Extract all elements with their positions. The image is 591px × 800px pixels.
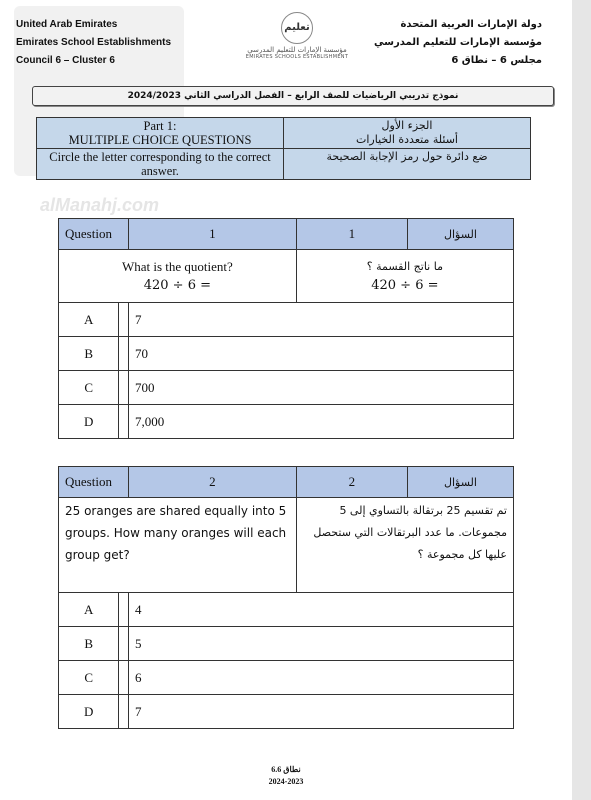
q1-label-en: Question: [59, 219, 129, 250]
q2-label-ar: السؤال: [407, 467, 513, 498]
q1-text-en: What is the quotient?: [121, 259, 233, 274]
watermark-text: alManahj.com: [40, 195, 160, 215]
footer-year: 2024-2023: [268, 777, 304, 786]
q1-prompt-ar: [296, 250, 513, 303]
ese-logo: [222, 12, 372, 60]
part-title-en: [37, 118, 284, 149]
q2-option-c[interactable]: [59, 661, 514, 695]
header-council-en: Council 6 – Cluster 6: [16, 55, 115, 66]
q1-number-en: 1: [128, 219, 296, 250]
question-2-table: [58, 466, 514, 729]
option-letter[interactable]: D: [59, 405, 119, 439]
part-number-en: Part 1:: [143, 119, 177, 133]
q1-option-d[interactable]: [59, 405, 514, 439]
part-subtitle-ar: أسئلة متعددة الخيارات: [356, 133, 458, 146]
option-value: 70: [128, 337, 513, 371]
q2-option-d[interactable]: [59, 695, 514, 729]
q1-expression-ar: 420 ÷ 6 =: [371, 278, 439, 293]
logo-english-text: EMIRATES SCHOOLS ESTABLISHMENT: [245, 54, 349, 60]
option-value: 7,000: [128, 405, 513, 439]
option-letter[interactable]: C: [59, 371, 119, 405]
q2-label-en: Question: [59, 467, 129, 498]
header-left: [16, 16, 171, 70]
q2-number-ar: 2: [296, 467, 407, 498]
option-letter[interactable]: A: [59, 303, 119, 337]
q1-option-a[interactable]: [59, 303, 514, 337]
option-box: [119, 661, 129, 695]
q1-option-b[interactable]: [59, 337, 514, 371]
header-country-ar: دولة الإمارات العربية المتحدة: [400, 19, 542, 30]
question-1-table: [58, 218, 514, 439]
header-council-ar: مجلس 6 – نطاق 6: [451, 55, 542, 66]
instruction-ar: ضع دائرة حول رمز الإجابة الصحيحة: [284, 149, 531, 180]
q1-label-ar: السؤال: [407, 219, 513, 250]
option-value: 6: [128, 661, 513, 695]
option-value: 4: [128, 593, 513, 627]
q1-expression-en: 420 ÷ 6 =: [143, 278, 212, 293]
logo-mark: تعليم: [281, 12, 313, 44]
option-letter[interactable]: A: [59, 593, 119, 627]
footer-cluster: نطاق 6.6: [271, 765, 301, 774]
header-org-ar: مؤسسة الإمارات للتعليم المدرسي: [374, 37, 542, 48]
logo-arabic-text: مؤسسة الإمارات للتعليم المدرسي: [247, 46, 347, 54]
q1-option-c[interactable]: [59, 371, 514, 405]
instruction-en: Circle the letter corresponding to the correct answer.: [37, 149, 284, 180]
option-value: 7: [128, 695, 513, 729]
option-box: [119, 695, 129, 729]
option-letter[interactable]: C: [59, 661, 119, 695]
q2-number-en: 2: [128, 467, 296, 498]
option-letter[interactable]: B: [59, 627, 119, 661]
part-title-ar: [284, 118, 531, 149]
q2-option-a[interactable]: [59, 593, 514, 627]
part-header-table: [36, 117, 531, 180]
page-edge: [572, 0, 591, 800]
part-subtitle-en: MULTIPLE CHOICE QUESTIONS: [68, 133, 252, 147]
option-box: [119, 405, 129, 439]
q2-option-b[interactable]: [59, 627, 514, 661]
option-box: [119, 371, 129, 405]
part-number-ar: الجزء الأول: [381, 119, 433, 132]
option-letter[interactable]: B: [59, 337, 119, 371]
option-value: 700: [128, 371, 513, 405]
q2-text-en: 25 oranges are shared equally into 5 groups. How many oranges will each group get?: [59, 498, 297, 593]
q1-prompt-en: [59, 250, 297, 303]
option-box: [119, 627, 129, 661]
q1-number-ar: 1: [296, 219, 407, 250]
option-box: [119, 337, 129, 371]
header-country-en: United Arab Emirates: [16, 19, 118, 30]
exam-title: نموذج تدريبي الرياضيات للصف الرابع – الفصل الدراسي الثاني 2024/2023: [32, 86, 554, 106]
option-value: 7: [128, 303, 513, 337]
q2-text-ar: تم تقسيم 25 برتقالة بالتساوي إلى 5 مجموعات. ما عدد البرتقالات التي ستحصل عليها كل مجموعة ؟: [296, 498, 513, 593]
header-org-en: Emirates School Establishments: [16, 37, 172, 48]
option-box: [119, 593, 129, 627]
option-letter[interactable]: D: [59, 695, 119, 729]
q1-text-ar: ما ناتج القسمة ؟: [366, 260, 443, 273]
option-box: [119, 303, 129, 337]
option-value: 5: [128, 627, 513, 661]
header-right: [374, 16, 542, 70]
